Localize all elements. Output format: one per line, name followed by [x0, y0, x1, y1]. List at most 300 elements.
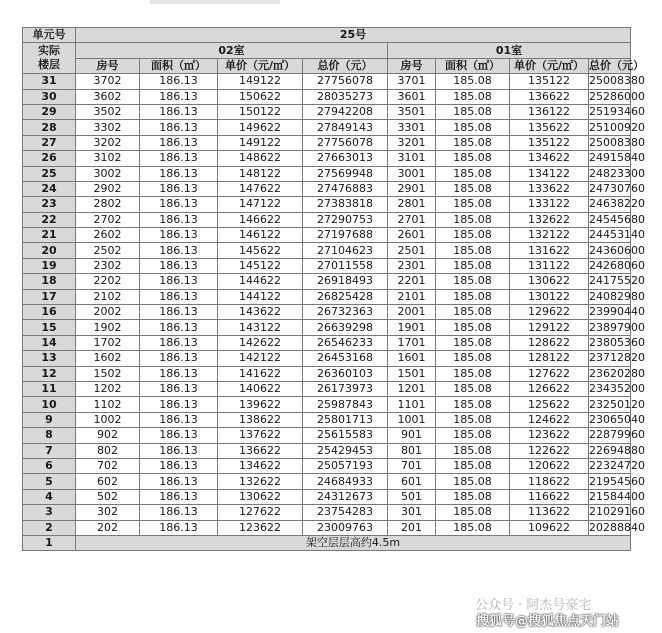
table-cell: 144122	[218, 289, 303, 304]
table-row	[23, 135, 631, 150]
table-cell: 127622	[510, 366, 589, 381]
table-cell: 129122	[510, 320, 589, 335]
table-cell: 3702	[76, 74, 140, 89]
floor-cell: 2	[23, 520, 76, 535]
floor-cell: 7	[23, 443, 76, 458]
table-cell: 125622	[510, 397, 589, 412]
table-row	[23, 181, 631, 196]
table-cell: 186.13	[140, 212, 218, 227]
floor-cell: 14	[23, 335, 76, 350]
table-cell: 142122	[218, 351, 303, 366]
table-row	[23, 212, 631, 227]
table-cell: 3602	[76, 89, 140, 104]
table-cell: 185.08	[436, 197, 510, 212]
table-cell: 185.08	[436, 397, 510, 412]
table-cell: 185.08	[436, 74, 510, 89]
table-cell: 186.13	[140, 443, 218, 458]
table-cell: 1001	[388, 412, 436, 427]
table-cell: 186.13	[140, 505, 218, 520]
table-row	[23, 443, 631, 458]
table-cell: 185.08	[436, 228, 510, 243]
table-cell: 135622	[510, 120, 589, 135]
table-row	[23, 228, 631, 243]
table-cell: 24730760	[589, 182, 645, 196]
table-cell: 128122	[510, 351, 589, 366]
table-cell: 3601	[388, 89, 436, 104]
table-cell: 23990440	[589, 305, 645, 319]
table-row	[23, 505, 631, 520]
table-row	[23, 243, 631, 258]
table-cell: 186.13	[140, 181, 218, 196]
table-cell: 123622	[218, 520, 303, 535]
table-cell: 1701	[388, 335, 436, 350]
table-cell: 136122	[510, 104, 589, 119]
floor-cell: 23	[23, 197, 76, 212]
table-cell: 186.13	[140, 474, 218, 489]
ground-floor-cell: 1	[23, 535, 76, 550]
table-row	[23, 458, 631, 473]
table-row	[23, 366, 631, 381]
table-cell: 2202	[76, 274, 140, 289]
table-cell: 149122	[218, 74, 303, 89]
table-cell: 25286000	[589, 89, 645, 103]
table-cell: 185.08	[436, 366, 510, 381]
table-cell: 186.13	[140, 397, 218, 412]
table-cell: 2601	[388, 228, 436, 243]
building-label: 25号	[76, 28, 631, 43]
table-cell: 701	[388, 458, 436, 473]
table-cell: 601	[388, 474, 436, 489]
table-cell: 801	[388, 443, 436, 458]
table-cell: 130122	[510, 289, 589, 304]
table-cell: 24360600	[589, 243, 645, 257]
table-cell: 24823300	[589, 166, 645, 180]
table-cell: 23805360	[589, 336, 645, 349]
table-cell: 27569948	[303, 166, 388, 181]
table-cell: 141622	[218, 366, 303, 381]
table-cell: 134622	[510, 151, 589, 166]
table-cell: 2702	[76, 212, 140, 227]
table-cell: 26918493	[303, 274, 388, 289]
table-cell: 28035273	[303, 89, 388, 104]
floor-cell: 11	[23, 381, 76, 396]
table-cell: 185.08	[436, 428, 510, 443]
table-cell: 22324720	[589, 459, 645, 473]
table-cell: 901	[388, 428, 436, 443]
table-cell: 2801	[388, 197, 436, 212]
table-row	[23, 351, 631, 366]
table-cell: 3301	[388, 120, 436, 135]
table-cell: 123622	[510, 428, 589, 443]
table-cell: 3102	[76, 151, 140, 166]
floor-cell: 9	[23, 412, 76, 427]
table-cell: 27290753	[303, 212, 388, 227]
table-cell: 2701	[388, 212, 436, 227]
table-cell: 23620280	[589, 366, 645, 380]
table-cell: 148122	[218, 166, 303, 181]
table-cell: 25100920	[589, 120, 645, 134]
col-total-price-b: 总价（元）	[303, 58, 388, 73]
table-cell: 24915840	[589, 151, 645, 165]
table-cell: 1202	[76, 381, 140, 396]
floor-cell: 26	[23, 151, 76, 166]
table-row	[23, 289, 631, 304]
table-cell: 3502	[76, 104, 140, 119]
table-cell: 26173973	[303, 381, 388, 396]
table-cell: 113622	[510, 505, 589, 520]
table-cell: 1102	[76, 397, 140, 412]
table-cell: 26732363	[303, 305, 388, 320]
table-row	[23, 274, 631, 289]
table-cell: 186.13	[140, 135, 218, 150]
floor-cell: 21	[23, 228, 76, 243]
table-cell: 127622	[218, 505, 303, 520]
table-cell: 22694880	[589, 443, 645, 457]
table-cell: 1601	[388, 351, 436, 366]
table-cell: 186.13	[140, 335, 218, 350]
table-cell: 1501	[388, 366, 436, 381]
col-room-no-b: 房号	[76, 58, 140, 73]
floor-cell: 4	[23, 489, 76, 504]
table-cell: 26453168	[303, 351, 388, 366]
table-cell: 25429453	[303, 443, 388, 458]
table-cell: 186.13	[140, 120, 218, 135]
floor-cell: 22	[23, 212, 76, 227]
table-cell: 185.08	[436, 181, 510, 196]
col-room-no-a: 房号	[388, 58, 436, 73]
table-cell: 1702	[76, 335, 140, 350]
table-cell: 186.13	[140, 151, 218, 166]
table-cell: 130622	[218, 489, 303, 504]
table-cell: 20288840	[589, 520, 645, 534]
table-cell: 21954560	[589, 474, 645, 488]
table-cell: 502	[76, 489, 140, 504]
table-cell: 186.13	[140, 197, 218, 212]
table-cell: 802	[76, 443, 140, 458]
table-cell: 185.08	[436, 443, 510, 458]
table-cell: 186.13	[140, 274, 218, 289]
table-cell: 136622	[218, 443, 303, 458]
table-row	[23, 151, 631, 166]
table-cell: 26546233	[303, 335, 388, 350]
table-cell: 1901	[388, 320, 436, 335]
table-row	[23, 89, 631, 104]
table-cell: 133622	[510, 181, 589, 196]
table-cell: 3101	[388, 151, 436, 166]
floor-cell: 28	[23, 120, 76, 135]
table-row	[23, 381, 631, 396]
table-cell: 26360103	[303, 366, 388, 381]
table-cell: 185.08	[436, 489, 510, 504]
table-cell: 186.13	[140, 166, 218, 181]
col-unit-price-b: 单价（元/㎡）	[218, 58, 303, 73]
table-cell: 145622	[218, 243, 303, 258]
table-cell: 1201	[388, 381, 436, 396]
table-cell: 24082980	[589, 289, 645, 303]
table-cell: 24175520	[589, 274, 645, 288]
table-cell: 136622	[510, 89, 589, 104]
table-cell: 702	[76, 458, 140, 473]
ground-floor-row	[23, 535, 631, 550]
floor-cell: 6	[23, 458, 76, 473]
table-cell: 128622	[510, 335, 589, 350]
table-cell: 185.08	[436, 89, 510, 104]
table-cell: 185.08	[436, 381, 510, 396]
floor-cell: 13	[23, 351, 76, 366]
table-cell: 3701	[388, 74, 436, 89]
table-row	[23, 428, 631, 443]
table-cell: 25193460	[589, 105, 645, 119]
table-cell: 134622	[218, 458, 303, 473]
table-cell: 185.08	[436, 505, 510, 520]
table-cell: 185.08	[436, 289, 510, 304]
table-cell: 23435200	[589, 382, 645, 396]
table-cell: 185.08	[436, 520, 510, 535]
floor-cell: 12	[23, 366, 76, 381]
table-cell: 23712820	[589, 351, 645, 365]
price-table	[22, 27, 645, 551]
table-row	[23, 166, 631, 181]
table-cell: 1902	[76, 320, 140, 335]
table-cell: 27383818	[303, 197, 388, 212]
table-cell: 131122	[510, 258, 589, 273]
table-row	[23, 412, 631, 427]
table-cell: 133122	[510, 197, 589, 212]
table-cell: 24545680	[589, 212, 645, 226]
table-cell: 23897900	[589, 320, 645, 334]
table-cell: 150622	[218, 89, 303, 104]
table-cell: 27476883	[303, 181, 388, 196]
table-cell: 186.13	[140, 381, 218, 396]
table-cell: 186.13	[140, 489, 218, 504]
room-02-label: 02室	[76, 43, 388, 58]
table-cell: 135122	[510, 135, 589, 150]
floor-cell: 17	[23, 289, 76, 304]
col-area-b: 面积（㎡）	[140, 58, 218, 73]
table-cell: 186.13	[140, 89, 218, 104]
table-cell: 24312673	[303, 489, 388, 504]
table-cell: 185.08	[436, 120, 510, 135]
table-cell: 132622	[218, 474, 303, 489]
table-cell: 137622	[218, 428, 303, 443]
table-cell: 27104623	[303, 243, 388, 258]
table-cell: 122622	[510, 443, 589, 458]
table-row	[23, 74, 631, 89]
table-row	[23, 520, 631, 535]
table-row	[23, 120, 631, 135]
table-cell: 186.13	[140, 351, 218, 366]
table-cell: 185.08	[436, 305, 510, 320]
table-cell: 2102	[76, 289, 140, 304]
floor-cell: 8	[23, 428, 76, 443]
table-cell: 132122	[510, 228, 589, 243]
table-cell: 2901	[388, 181, 436, 196]
table-cell: 185.08	[436, 351, 510, 366]
table-cell: 2101	[388, 289, 436, 304]
floor-cell: 29	[23, 104, 76, 119]
table-cell: 185.08	[436, 320, 510, 335]
floor-header-text: 实际 楼层	[38, 44, 60, 72]
table-cell: 302	[76, 505, 140, 520]
table-row	[23, 489, 631, 504]
col-area-a: 面积（㎡）	[436, 58, 510, 73]
table-cell: 21029160	[589, 505, 645, 519]
table-cell: 902	[76, 428, 140, 443]
table-cell: 124622	[510, 412, 589, 427]
table-cell: 129622	[510, 305, 589, 320]
table-cell: 185.08	[436, 104, 510, 119]
table-cell: 186.13	[140, 74, 218, 89]
table-cell: 185.08	[436, 274, 510, 289]
floor-cell: 20	[23, 243, 76, 258]
table-cell: 185.08	[436, 151, 510, 166]
header-row-rooms	[23, 43, 631, 58]
table-cell: 23009763	[303, 520, 388, 535]
col-total-price-a: 总价（元）	[589, 58, 644, 72]
table-cell: 2502	[76, 243, 140, 258]
table-cell: 138622	[218, 412, 303, 427]
table-cell: 186.13	[140, 458, 218, 473]
table-cell: 132622	[510, 212, 589, 227]
table-cell: 24638220	[589, 197, 645, 211]
table-cell: 186.13	[140, 520, 218, 535]
floor-cell: 19	[23, 258, 76, 273]
table-cell: 2302	[76, 258, 140, 273]
table-cell: 2201	[388, 274, 436, 289]
table-row	[23, 104, 631, 119]
table-cell: 1602	[76, 351, 140, 366]
table-cell: 23065040	[589, 412, 645, 426]
table-cell: 143122	[218, 320, 303, 335]
room-01-label: 01室	[388, 43, 631, 58]
table-cell: 26639298	[303, 320, 388, 335]
floor-cell: 27	[23, 135, 76, 150]
ground-floor-note: 架空层层高约4.5m	[76, 535, 631, 550]
table-cell: 146122	[218, 228, 303, 243]
table-cell: 27197688	[303, 228, 388, 243]
table-cell: 2301	[388, 258, 436, 273]
table-cell: 23754283	[303, 505, 388, 520]
table-cell: 23250120	[589, 397, 645, 411]
table-cell: 147622	[218, 181, 303, 196]
table-cell: 3202	[76, 135, 140, 150]
table-row	[23, 335, 631, 350]
table-cell: 148622	[218, 151, 303, 166]
table-cell: 126622	[510, 381, 589, 396]
table-cell: 27756078	[303, 135, 388, 150]
table-cell: 116622	[510, 489, 589, 504]
table-cell: 139622	[218, 397, 303, 412]
table-cell: 25615583	[303, 428, 388, 443]
floor-cell: 16	[23, 305, 76, 320]
table-cell: 149622	[218, 120, 303, 135]
table-cell: 186.13	[140, 366, 218, 381]
floor-cell: 10	[23, 397, 76, 412]
table-cell: 186.13	[140, 104, 218, 119]
table-cell: 185.08	[436, 412, 510, 427]
table-cell: 134122	[510, 166, 589, 181]
table-cell: 1101	[388, 397, 436, 412]
floor-cell: 15	[23, 320, 76, 335]
table-cell: 2902	[76, 181, 140, 196]
table-cell: 27011558	[303, 258, 388, 273]
table-cell: 185.08	[436, 458, 510, 473]
table-cell: 186.13	[140, 289, 218, 304]
table-cell: 301	[388, 505, 436, 520]
unit-header-label: 单元号	[23, 28, 76, 43]
table-cell: 186.13	[140, 428, 218, 443]
table-cell: 118622	[510, 474, 589, 489]
watermark-wechat: 公众号 · 阿杰号豪宅	[475, 598, 592, 613]
floor-header-label	[23, 43, 76, 74]
table-cell: 2002	[76, 305, 140, 320]
floor-cell: 25	[23, 166, 76, 181]
table-cell: 202	[76, 520, 140, 535]
table-row	[23, 197, 631, 212]
table-cell: 25801713	[303, 412, 388, 427]
price-table-container	[22, 27, 645, 551]
table-cell: 2001	[388, 305, 436, 320]
table-cell: 25008380	[589, 74, 645, 88]
table-cell: 24453140	[589, 228, 645, 242]
table-cell: 3501	[388, 104, 436, 119]
table-cell: 2602	[76, 228, 140, 243]
table-cell: 140622	[218, 381, 303, 396]
floor-cell: 31	[23, 74, 76, 89]
table-cell: 109622	[510, 520, 589, 535]
table-cell: 25987843	[303, 397, 388, 412]
floor-cell: 30	[23, 89, 76, 104]
table-cell: 185.08	[436, 212, 510, 227]
table-cell: 21584400	[589, 489, 645, 503]
table-cell: 3302	[76, 120, 140, 135]
table-cell: 27942208	[303, 104, 388, 119]
table-cell: 2802	[76, 197, 140, 212]
table-cell: 186.13	[140, 228, 218, 243]
col-unit-price-a: 单价（元/㎡）	[510, 58, 589, 73]
table-cell: 185.08	[436, 243, 510, 258]
table-cell: 186.13	[140, 243, 218, 258]
table-cell: 120622	[510, 458, 589, 473]
table-cell: 144622	[218, 274, 303, 289]
table-cell: 501	[388, 489, 436, 504]
table-cell: 3001	[388, 166, 436, 181]
header-row-columns	[23, 58, 631, 73]
table-cell: 185.08	[436, 258, 510, 273]
table-cell: 201	[388, 520, 436, 535]
table-row	[23, 397, 631, 412]
table-cell: 149122	[218, 135, 303, 150]
table-cell: 135122	[510, 74, 589, 89]
top-decoration-line	[150, 0, 280, 4]
table-cell: 150122	[218, 104, 303, 119]
table-row	[23, 320, 631, 335]
header-row-unit	[23, 28, 631, 43]
floor-cell: 24	[23, 181, 76, 196]
table-cell: 131622	[510, 243, 589, 258]
table-cell: 3002	[76, 166, 140, 181]
table-cell: 185.08	[436, 474, 510, 489]
table-cell: 185.08	[436, 166, 510, 181]
table-cell: 143622	[218, 305, 303, 320]
table-cell: 186.13	[140, 412, 218, 427]
table-cell: 27756078	[303, 74, 388, 89]
watermark-sohu: 搜狐号@搜狐焦点天门站	[476, 614, 620, 629]
table-row	[23, 305, 631, 320]
table-cell: 185.08	[436, 335, 510, 350]
table-cell: 2501	[388, 243, 436, 258]
table-cell: 22879960	[589, 428, 645, 442]
